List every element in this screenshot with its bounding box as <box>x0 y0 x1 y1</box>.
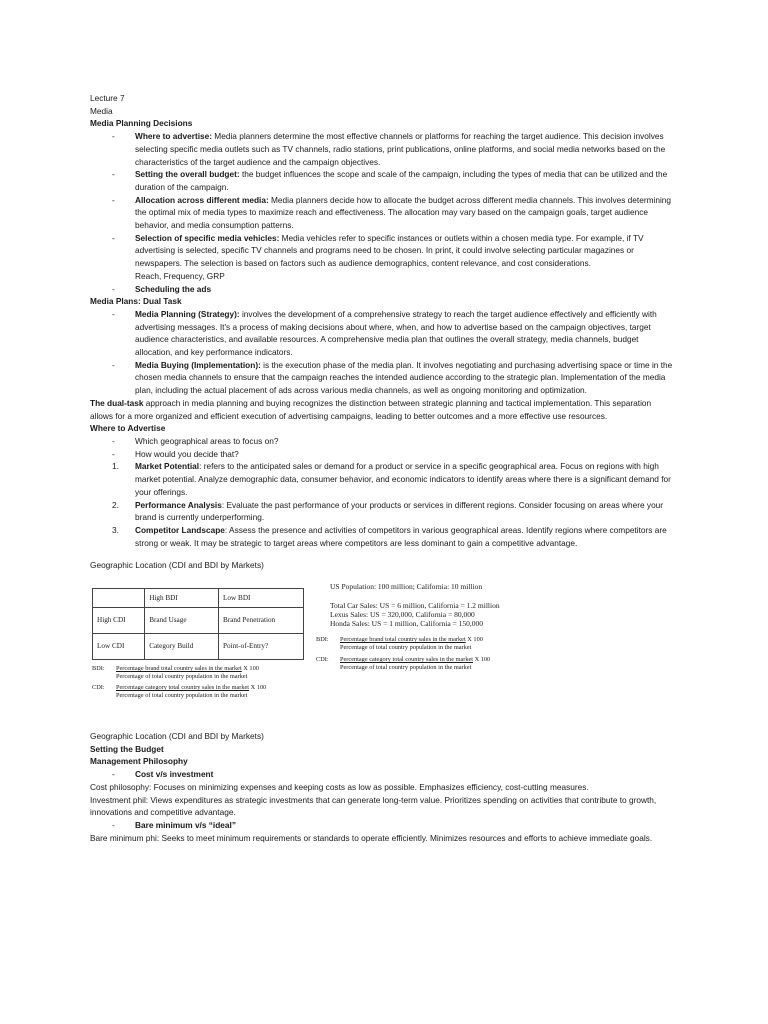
dual-task-list <box>90 308 676 397</box>
list-item: 1. Market Potential: refers to the anticipated sales or demand for a product or service in a specific geographical area. Focus on regions with high market potential. Analyze demographic data, consumer behavior, and economic indicators to identify areas where there is a significant demand for your offerings. <box>112 461 671 497</box>
population-line: US Population: 100 million; California: 10 million <box>330 582 483 592</box>
list-item: - Scheduling the ads <box>112 283 212 294</box>
where-numbered-list <box>90 460 676 549</box>
table-header: High BDI <box>145 589 219 608</box>
list-item: - Allocation across different media: Media planners decide how to allocate the budget across different media channels. This involves determining the optimal mix of media types to maximize reach and effectiveness. The allocation may vary based on the campaign goals, target audience behavior, and media consumption patterns. <box>112 194 672 231</box>
lexus-sales: Lexus Sales: US = 320,000, California = 80,000 <box>330 610 475 620</box>
list-item: - Selection of specific media vehicles: Media vehicles refer to specific instances or outlets within a chosen media type. For example, if TV advertising is selected, specific TV channels and programs need to be chosen. In print, it could involve selecting particular magazines or newspapers. The selection is based on factors such as audience demographics, content relevance, and cost considerations. Reach, Frequency, GRP <box>90 232 676 283</box>
list-item: - Bare minimum v/s “ideal” <box>112 819 236 830</box>
cdi-formula: CDI: Percentage category total country sales in the market X 100 Percentage of total country population in the market <box>92 684 267 700</box>
list-item: - How would you decide that? <box>112 448 239 459</box>
list-item: - Setting the overall budget: the budget influences the scope and scale of the campaign, including the types of media that can be utilized and the duration of the campaign. <box>112 169 668 192</box>
table-cell: Brand Penetration <box>219 608 304 634</box>
list-item: 3. Competitor Landscape: Assess the presence and activities of competitors in various geographical areas. Identify regions where competitors are strong or weak. It may be strategic to target areas where competitors are less dominant to gain a competitive advantage. <box>112 524 667 548</box>
media-planning-heading: Media Planning Decisions <box>90 118 193 129</box>
list-item: - Media Buying (Implementation): is the execution phase of the media plan. It involves negotiating and purchasing advertising space or time in the chosen media channels to ensure that the campaign reaches the intended audience according to the strategic plan. Implementation of the media plan, including the actual placement of ads across various media channels, as well as ongoing monitoring and optimization. <box>112 359 673 396</box>
dual-task-paragraph: The dual-task approach in media planning and buying recognizes the distinction between strategic planning and tactical implementation. This separation allows for a more organized and efficient execution of advertising campaigns, leading to better outcomes and a more effective use resources. <box>90 397 652 421</box>
cdi-bdi-table <box>92 588 304 660</box>
table-cell <box>93 589 145 608</box>
row-label: High CDI <box>93 608 145 634</box>
row-label: Low CDI <box>93 634 145 660</box>
total-car-sales: Total Car Sales: US = 6 million, California = 1.2 million <box>330 601 500 611</box>
bare-minimum-philosophy: Bare minimum phi: Seeks to meet minimum requirements or standards to operate efficiently. Minimizes resources and efforts to achieve immediate goals. <box>90 832 653 843</box>
budget-heading: Setting the Budget <box>90 743 164 754</box>
table-cell: Brand Usage <box>145 608 219 634</box>
document-page <box>90 92 676 844</box>
lecture-label: Lecture 7 <box>90 93 125 103</box>
bare-list <box>90 819 676 832</box>
cdi-formula-right: CDI: Percentage category total country sales in the market X 100 Percentage of total country population in the market <box>316 656 491 672</box>
list-item: - Media Planning (Strategy): involves the development of a comprehensive strategy to reach the target audience effectively and efficiently with advertising messages. It's a process of making decisions about where, when, and how to advertise based on the campaign objectives, target audience characteristics, and available resources. A comprehensive media plan that outlines the overall strategy, media channels, budget allocation, and key performance indicators. <box>112 308 657 358</box>
geo-caption-2: Geographic Location (CDI and BDI by Markets) <box>90 731 264 742</box>
list-item: - Cost v/s investment <box>112 769 214 780</box>
where-questions <box>90 435 676 460</box>
reach-frequency-grp: Reach, Frequency, GRP <box>135 270 225 281</box>
list-item: - Where to advertise: Media planners determine the most effective channels or platforms for reaching the target audience. This decision involves selecting specific media outlets such as TV channels, radio stations, print publications, online platforms, and social media networks based on the characteristics of the target audience and the campaign objectives. <box>112 131 666 167</box>
topic-label: Media <box>90 105 113 116</box>
bdi-formula-right: BDI: Percentage brand total country sales in the market X 100 Percentage of total country population in the market <box>316 636 483 652</box>
sales-block <box>316 601 576 628</box>
geo-caption: Geographic Location (CDI and BDI by Markets) <box>90 560 264 571</box>
cdi-bdi-figure <box>90 580 676 718</box>
list-item: - Which geographical areas to focus on? <box>112 435 279 446</box>
table-cell: Point-of-Entry? <box>219 634 304 660</box>
cost-list <box>90 768 676 781</box>
honda-sales: Honda Sales: US = 1 million, California = 150,000 <box>330 619 484 629</box>
cdi-bdi-matrix <box>92 588 310 700</box>
management-philosophy-heading: Management Philosophy <box>90 756 188 767</box>
cost-philosophy: Cost philosophy: Focuses on minimizing expenses and keeping costs as low as possible. Emphasizes efficiency, cost-cutting measures. <box>90 781 589 792</box>
car-sales-example <box>316 582 576 672</box>
investment-philosophy: Investment phil: Views expenditures as strategic investments that can generate long-term value. Prioritizes spending on activities that contribute to growth, innovations and competitive advantage. <box>90 794 657 818</box>
table-cell: Category Build <box>145 634 219 660</box>
list-item: 2. Performance Analysis: Evaluate the past performance of your products or services in different regions. Consider focusing on areas where your brand is currently underperforming. <box>112 499 664 523</box>
table-header: Low BDI <box>219 589 304 608</box>
dual-task-heading: Media Plans: Dual Task <box>90 296 182 307</box>
where-to-advertise-heading: Where to Advertise <box>90 423 166 434</box>
bdi-formula: BDI: Percentage brand total country sales in the market X 100 Percentage of total country population in the market <box>92 665 259 681</box>
planning-list <box>90 130 676 295</box>
